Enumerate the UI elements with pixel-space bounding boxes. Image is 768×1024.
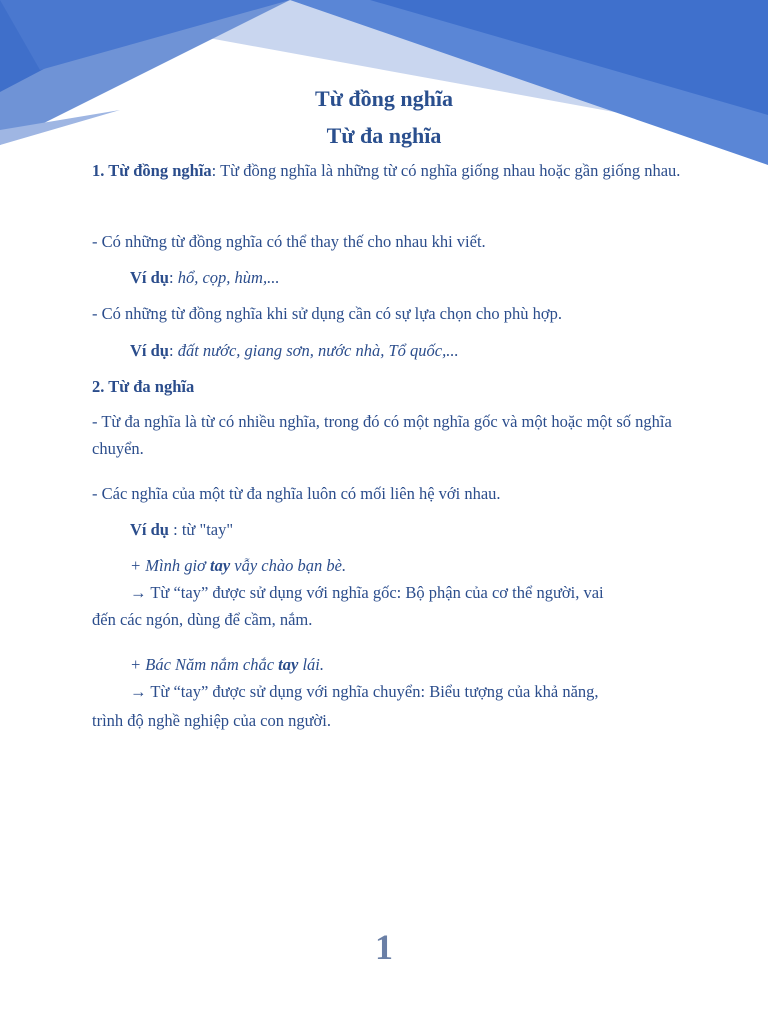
explanation-1-line-1: → Từ “tay” được sử dụng với nghĩa gốc: Bộ phận của cơ thể người, vai — [130, 583, 604, 602]
example-separator: : — [168, 341, 178, 360]
explanation-2-line-1: → Từ “tay” được sử dụng với nghĩa chuyển: Biểu tượng của khả năng, — [130, 682, 599, 701]
example-separator: : — [168, 268, 178, 287]
synonym-definition-text: : Từ đồng nghĩa là những từ có nghĩa giống nhau hoặc gần giống nhau. — [211, 161, 681, 180]
example-label: Ví dụ — [130, 520, 169, 539]
sentence-text: + Bác Năm nắm chắc — [130, 655, 279, 674]
example-label: Ví dụ — [130, 268, 169, 287]
synonym-point-1: - Có những từ đồng nghĩa có thể thay thế cho nhau khi viết. — [92, 232, 486, 251]
synonym-example-1 — [130, 264, 690, 291]
page-subtitle: Từ đa nghĩa — [326, 123, 442, 148]
example-words: hổ, cọp, hùm,... — [177, 268, 280, 287]
example-sentence-2 — [130, 651, 690, 678]
section-heading-synonyms: 1. Từ đồng nghĩa — [92, 161, 212, 180]
highlighted-word: tay — [278, 655, 299, 674]
highlighted-word: tay — [209, 556, 231, 575]
synonym-example-2 — [130, 337, 690, 364]
polysemy-example — [130, 516, 690, 543]
explanation-1-line-2: đến các ngón, dùng để cầm, nắm. — [92, 610, 313, 629]
page-number: 1 — [375, 927, 393, 967]
example-text: : từ "tay" — [168, 520, 234, 539]
section-heading-polysemy: 2. Từ đa nghĩa — [92, 377, 195, 396]
example-words: đất nước, giang sơn, nước nhà, Tổ quốc,... — [177, 341, 459, 360]
explanation-2-line-2: trình độ nghề nghiệp của con người. — [92, 711, 331, 730]
synonym-definition — [92, 157, 682, 184]
synonym-point-2: - Có những từ đồng nghĩa khi sử dụng cần có sự lựa chọn cho phù hợp. — [92, 304, 563, 323]
polysemy-point-1: - Các nghĩa của một từ đa nghĩa luôn có mối liên hệ với nhau. — [92, 484, 501, 503]
sentence-text: vẫy chào bạn bè. — [230, 556, 347, 575]
polysemy-definition: - Từ đa nghĩa là từ có nhiều nghĩa, trong đó có một nghĩa gốc và một hoặc một số nghĩa chuyển. — [92, 412, 672, 458]
sentence-text: lái. — [298, 655, 324, 674]
example-label: Ví dụ — [130, 341, 169, 360]
sentence-text: + Mình giơ — [130, 556, 210, 575]
example-sentence-1 — [130, 552, 690, 579]
page-title: Từ đồng nghĩa — [315, 86, 453, 111]
